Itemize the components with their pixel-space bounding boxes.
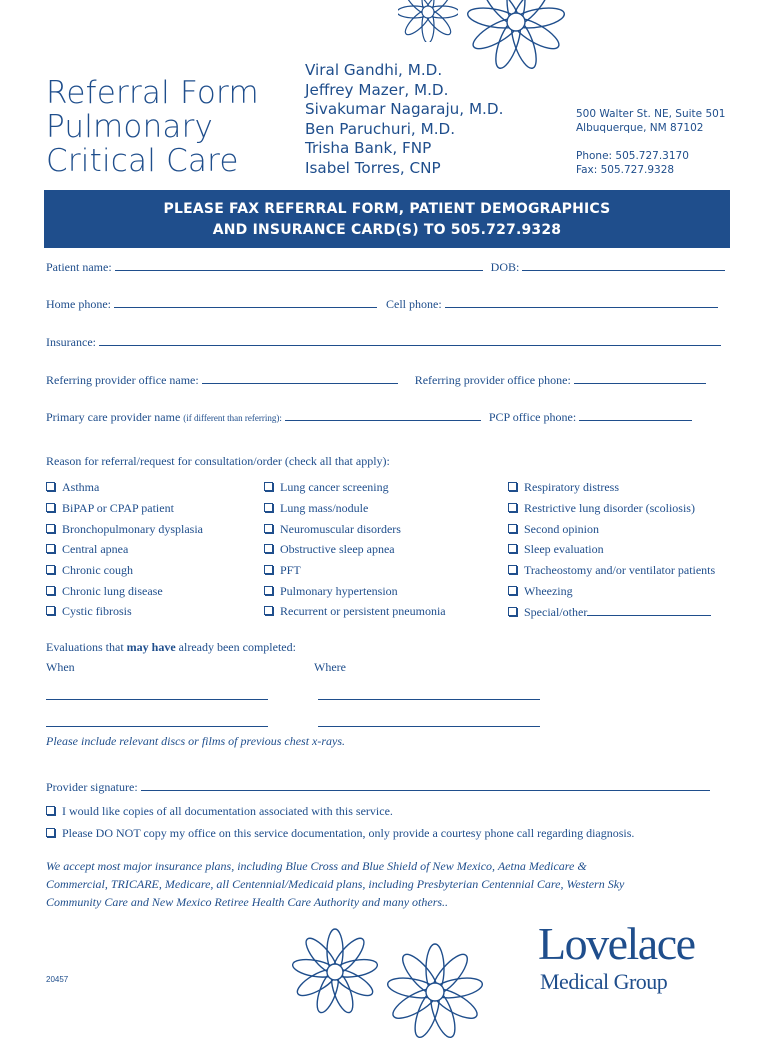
daisy-flower-icon: [288, 925, 382, 1019]
patient-row: [46, 259, 726, 275]
checkbox-icon: [46, 606, 55, 615]
patient-name-label: Patient name:: [46, 260, 112, 274]
fax-instruction-banner: [44, 190, 730, 248]
dob-label: DOB:: [490, 260, 520, 274]
no-copy-checkbox[interactable]: Please DO NOT copy my office on this service documentation, only provide a courtesy phone call regarding diagnosis.: [46, 826, 634, 841]
checkbox-icon: [46, 806, 55, 815]
reason-checkbox[interactable]: Tracheostomy and/or ventilator patients: [508, 563, 715, 578]
reasons-heading: Reason for referral/request for consultation/order (check all that apply):: [46, 454, 390, 468]
reason-checkbox[interactable]: Respiratory distress: [508, 480, 619, 495]
referring-office-name-label: Referring provider office name:: [46, 373, 199, 387]
form-code: 20457: [46, 975, 69, 984]
referring-row: [46, 372, 726, 388]
checkbox-icon: [508, 524, 517, 533]
cell-phone-label: Cell phone:: [386, 297, 442, 311]
provider-name: Trisha Bank, FNP: [305, 139, 432, 157]
signature-row: [46, 779, 726, 795]
address-line-2: Albuquerque, NM 87102: [576, 122, 704, 134]
pcp-name-field[interactable]: [285, 409, 481, 421]
home-phone-label: Home phone:: [46, 297, 111, 311]
checkbox-icon: [264, 606, 273, 615]
when-field[interactable]: [46, 715, 268, 727]
checkbox-icon: [46, 544, 55, 553]
where-field[interactable]: [318, 688, 540, 700]
reason-checkbox[interactable]: Asthma: [46, 480, 99, 495]
checkbox-icon: [508, 565, 517, 574]
reason-checkbox[interactable]: Obstructive sleep apnea: [264, 542, 395, 557]
fax-number: Fax: 505.727.9328: [576, 164, 675, 176]
provider-name: Sivakumar Nagaraju, M.D.: [305, 100, 504, 118]
special-other-field[interactable]: [587, 604, 711, 616]
lovelace-logo-subtitle: Medical Group: [540, 969, 668, 994]
title-line: Pulmonary: [46, 109, 214, 145]
reason-checkbox[interactable]: Wheezing: [508, 584, 573, 599]
where-label: Where: [314, 660, 346, 674]
banner-line-2: AND INSURANCE CARD(S) TO 505.727.9328: [212, 222, 562, 238]
reason-checkbox-special-other[interactable]: Special/other: [508, 604, 711, 620]
reason-checkbox[interactable]: Lung mass/nodule: [264, 501, 368, 516]
phone-number: Phone: 505.727.3170: [576, 150, 689, 162]
reason-checkbox[interactable]: Restrictive lung disorder (scoliosis): [508, 501, 695, 516]
referring-office-name-field[interactable]: [202, 372, 398, 384]
when-field[interactable]: [46, 688, 268, 700]
checkbox-icon: [508, 607, 517, 616]
pcp-row: [46, 409, 726, 425]
pcp-phone-field[interactable]: [579, 409, 692, 421]
reason-checkbox[interactable]: Chronic lung disease: [46, 584, 163, 599]
provider-name: Ben Paruchuri, M.D.: [305, 119, 456, 138]
copies-checkbox[interactable]: I would like copies of all documentation associated with this service.: [46, 804, 393, 819]
reason-checkbox[interactable]: Neuromuscular disorders: [264, 522, 401, 537]
checkbox-icon: [508, 544, 517, 553]
checkbox-icon: [46, 586, 55, 595]
daisy-flower-icon: [380, 942, 490, 1042]
provider-signature-field[interactable]: [141, 779, 710, 791]
dob-field[interactable]: [522, 259, 725, 271]
checkbox-icon: [264, 503, 273, 512]
address-line-1: 500 Walter St. NE, Suite 501: [576, 108, 726, 120]
pcp-phone-label: PCP office phone:: [488, 410, 577, 424]
pcp-name-label: Primary care provider name: [46, 410, 181, 424]
insurance-row: [46, 334, 726, 350]
home-phone-field[interactable]: [114, 296, 377, 308]
reason-checkbox[interactable]: Chronic cough: [46, 563, 133, 578]
checkbox-icon: [508, 586, 517, 595]
phone-row: [46, 296, 726, 312]
reason-checkbox[interactable]: Sleep evaluation: [508, 542, 604, 557]
reason-checkbox[interactable]: Second opinion: [508, 522, 599, 537]
reason-checkbox[interactable]: Lung cancer screening: [264, 480, 389, 495]
checkbox-icon: [508, 503, 517, 512]
reason-checkbox[interactable]: PFT: [264, 563, 301, 578]
insurance-label: Insurance:: [46, 335, 96, 349]
checkbox-icon: [46, 828, 55, 837]
checkbox-icon: [508, 482, 517, 491]
clinic-address: [576, 107, 726, 177]
banner-line-1: PLEASE FAX REFERRAL FORM, PATIENT DEMOGRAPHICS: [163, 201, 611, 217]
checkbox-icon: [46, 565, 55, 574]
daisy-flower-icon: [398, 0, 458, 42]
referring-office-phone-field[interactable]: [574, 372, 706, 384]
where-field[interactable]: [318, 715, 540, 727]
provider-name: Viral Gandhi, M.D.: [305, 61, 443, 79]
provider-list: [305, 61, 503, 178]
provider-name: Isabel Torres, CNP: [305, 158, 441, 177]
checkbox-icon: [264, 482, 273, 491]
checkbox-icon: [46, 482, 55, 491]
title-line: Referral Form: [46, 75, 259, 111]
checkbox-icon: [264, 586, 273, 595]
checkbox-icon: [264, 565, 273, 574]
checkbox-icon: [46, 503, 55, 512]
provider-name: Jeffrey Mazer, M.D.: [305, 80, 449, 99]
referring-office-phone-label: Referring provider office phone:: [414, 373, 571, 387]
reason-checkbox[interactable]: BiPAP or CPAP patient: [46, 501, 174, 516]
reason-checkbox[interactable]: Bronchopulmonary dysplasia: [46, 522, 203, 537]
pcp-name-note: (if different than referring):: [183, 413, 282, 423]
evaluations-intro: Evaluations that may have already been completed:: [46, 640, 296, 654]
insurance-note: We accept most major insurance plans, including Blue Cross and Blue Shield of New Mexico, Aetna Medicare & Commercial, TRICARE, Medicare, all Centennial/Medicaid plans, including Presbyterian Centennial Care, Western Sky Community Care and New Mexico Retiree Health Care Authority and many others..: [46, 859, 625, 909]
when-label: When: [46, 660, 75, 674]
checkbox-icon: [46, 524, 55, 533]
checkbox-icon: [264, 524, 273, 533]
xray-note: Please include relevant discs or films of previous chest x-rays.: [46, 734, 346, 748]
reason-checkbox[interactable]: Recurrent or persistent pneumonia: [264, 604, 446, 619]
reason-checkbox[interactable]: Cystic fibrosis: [46, 604, 132, 619]
reason-checkbox[interactable]: Central apnea: [46, 542, 128, 557]
form-title: [46, 76, 259, 178]
title-line: Critical Care: [46, 143, 239, 179]
reason-checkbox[interactable]: Pulmonary hypertension: [264, 584, 398, 599]
provider-signature-label: Provider signature:: [46, 780, 138, 794]
patient-name-field[interactable]: [115, 259, 483, 271]
checkbox-icon: [264, 544, 273, 553]
insurance-field[interactable]: [99, 334, 721, 346]
lovelace-logo: Lovelace: [538, 918, 695, 969]
cell-phone-field[interactable]: [445, 296, 718, 308]
